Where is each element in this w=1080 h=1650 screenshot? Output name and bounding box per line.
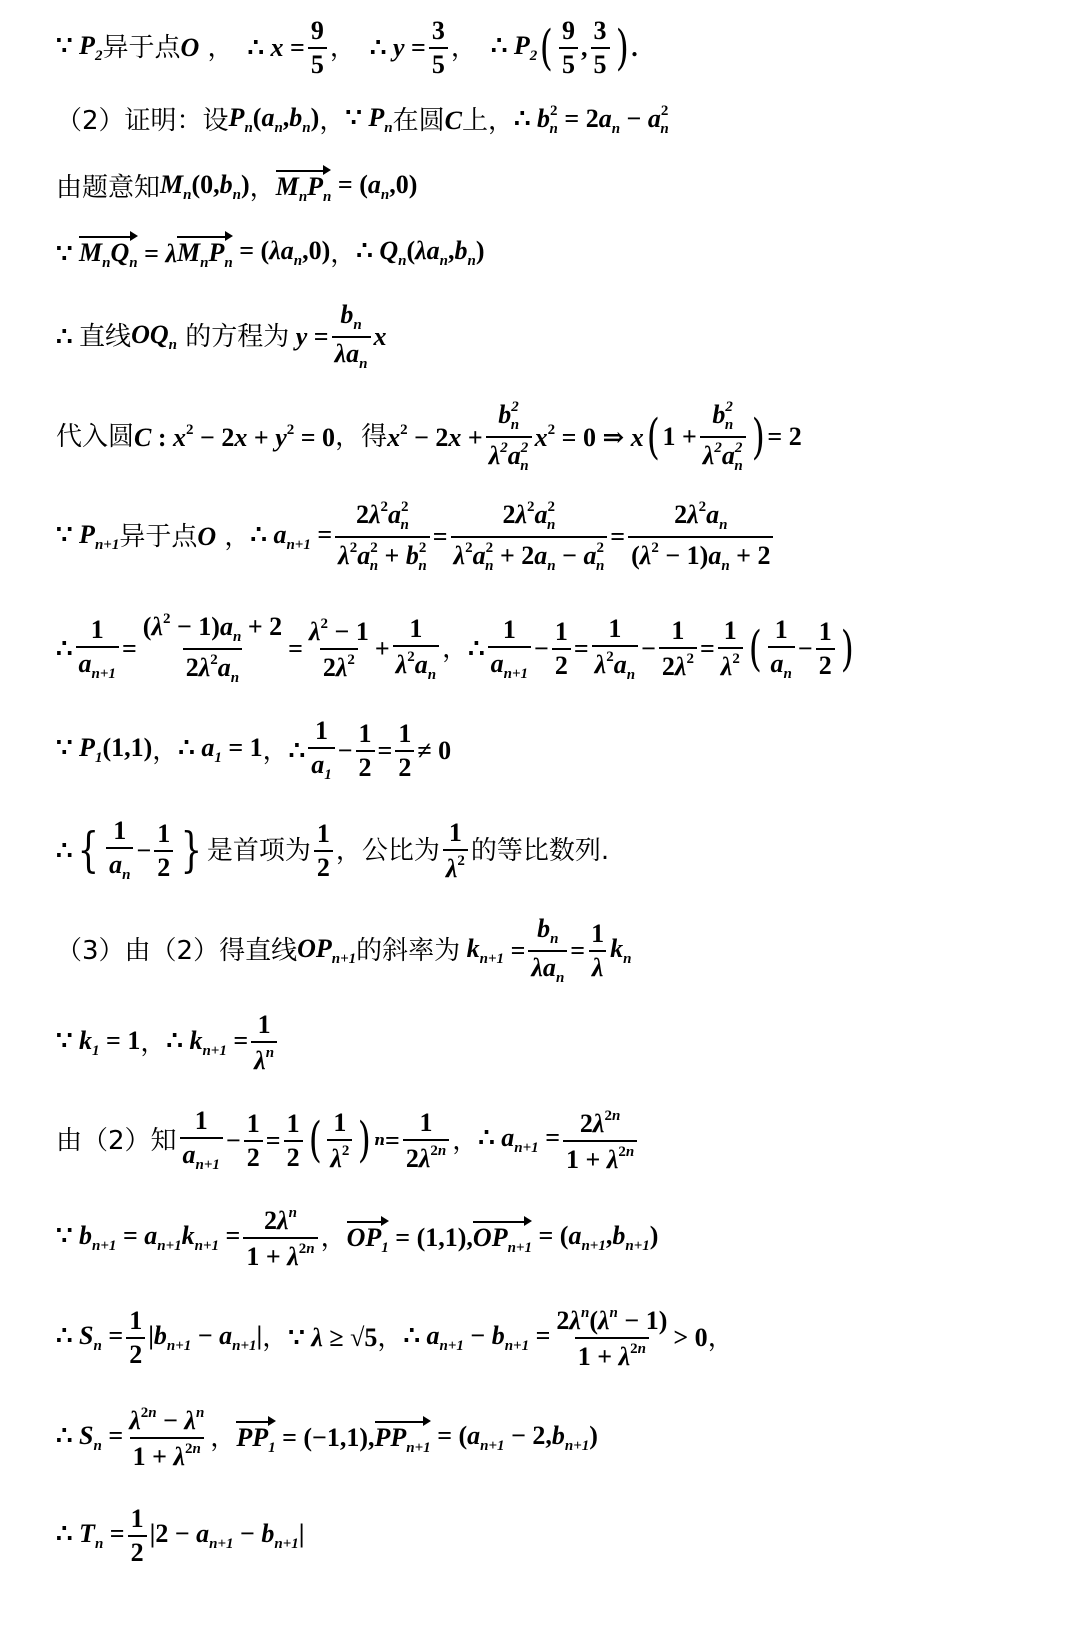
line-11: （3）由（2）得直线 $OP_{n+1}$ 的斜率为 $k_{n+1}$ = $\frac{b_n}{\lambda a_n}$ = $\frac{1}{\lambda}$ $k_n$: [56, 914, 632, 986]
line-17: ∴ $T_n$ = $\frac{1}{2}$ $|2 - a_{n+1} - b_{n+1}|$: [56, 1504, 305, 1567]
line-4: ∵ $M_nQ_n$ = λ $M_nP_n$ = $(\lambda a_n,0)$ ， ∴ $Q_n(\lambda a_n,b_n)$: [56, 236, 485, 271]
line-7: ∵ $P_{n+1}$ 异于点 O ， ∴ $a_{n+1}$ = $\frac{2\lambda^2a^2_n}{\lambda^2a^2_n + b^2_n}$ = $\frac{2\lambda^2a^2_n}{\lambda^2a^2_n + 2a_n - a^2_n}$ = $\frac{2\lambda^2a_n}{(\lambda^2 - 1)a_n + 2}$: [56, 500, 776, 574]
line-1: ∵ $P_2$ 异于点 O ， ∴ x = $\frac{9}{5}$ ， ∴ y = $\frac{3}{5}$ ， ∴ $P_2$ ( $\frac{9}{5}$ , $\frac{3}{5}$ ) .: [56, 16, 638, 79]
line-16: ∴ $S_n$ = $\frac{\lambda^{2n} - \lambda^n}{1 + \lambda^{2n}}$ ， $PP_1$ = (−1,1), $PP_{n+1}$ = $(a_{n+1} - 2,b_{n+1})$: [56, 1405, 598, 1471]
line-10: ∴ { $\frac{1}{a_n}$ − $\frac{1}{2}$ } 是首项为 $\frac{1}{2}$ ，公比为 $\frac{1}{\lambda^2}$ 的等比数列.: [56, 816, 610, 883]
line-6: 代入圆 C : $x^2 - 2x + y^2 = 0$ ，得 $x^2 - 2x$ + $\frac{b^2_n}{\lambda^2a^2_n}$ $x^2 = 0$ ⇒ x ( 1 + $\frac{b^2_n}{\lambda^2a^2_n}$ ) = 2: [56, 399, 802, 474]
line-13: 由（2）知 $\frac{1}{a_{n+1}}$ − $\frac{1}{2}$ = $\frac{1}{2}$ ( $\frac{1}{\lambda^2}$ ) n = $\frac{1}{2\lambda^{2n}}$ ， ∴ $a_{n+1}$ = $\frac{2\lambda^{2n}}{1 + \lambda^{2n}}$: [56, 1108, 640, 1173]
line-12: ∵ $k_1 = 1$ ， ∴ $k_{n+1}$ = $\frac{1}{\lambda^n}$: [56, 1012, 280, 1074]
line-5: ∴ 直线 $OQ_n$ 的方程为 y = $\frac{b_n}{\lambda a_n}$ x: [56, 300, 387, 372]
line-2: （2）证明：设 $P_n(a_n,b_n)$ ， ∵ $P_n$ 在圆 C 上， ∴ $b^2_n = 2a_n - a^2_n$: [56, 103, 669, 137]
line-9: ∵ $P_1(1,1)$ ， ∴ $a_1 = 1$ ， ∴ $\frac{1}{a_1}$ − $\frac{1}{2}$ = $\frac{1}{2}$ ≠ 0: [56, 716, 452, 783]
line-14: ∵ $b_{n+1} = a_{n+1}k_{n+1}$ = $\frac{2\lambda^n}{1 + \lambda^{2n}}$ ， $OP_1$ = (1,1), $OP_{n+1}$ = $(a_{n+1},b_{n+1})$: [56, 1205, 659, 1271]
line-3: 由题意知 $M_n(0,b_n)$ ， $M_nP_n$ = $(a_n,0)$: [56, 170, 418, 205]
line-8: ∴ $\frac{1}{a_{n+1}}$ = $\frac{(\lambda^2 - 1)a_n + 2}{2\lambda^2a_n}$ = $\frac{\lambda^2 - 1}{2\lambda^2}$ + $\frac{1}{\lambda^2a_n}$ ， ∴ $\frac{1}{a_{n+1}}$ − $\frac{1}{2}$ = $\frac{1}{\lambda^2a_n}$ − $\frac{1}{2\lambda^2}$ = $\frac{1}{\lambda^2}$ ( $\frac{1}{a_n}$ − $\frac{1}{2}$ ): [56, 611, 854, 686]
line-15: ∴ $S_n$ = $\frac{1}{2}$ $|b_{n+1} - a_{n+1}|$ ， ∵ λ ≥ √5 ， ∴ $a_{n+1} - b_{n+1}$ = $\frac{2\lambda^n(\lambda^n - 1)}{1 + \lambda^{2n}}$ > 0 ，: [56, 1305, 734, 1371]
